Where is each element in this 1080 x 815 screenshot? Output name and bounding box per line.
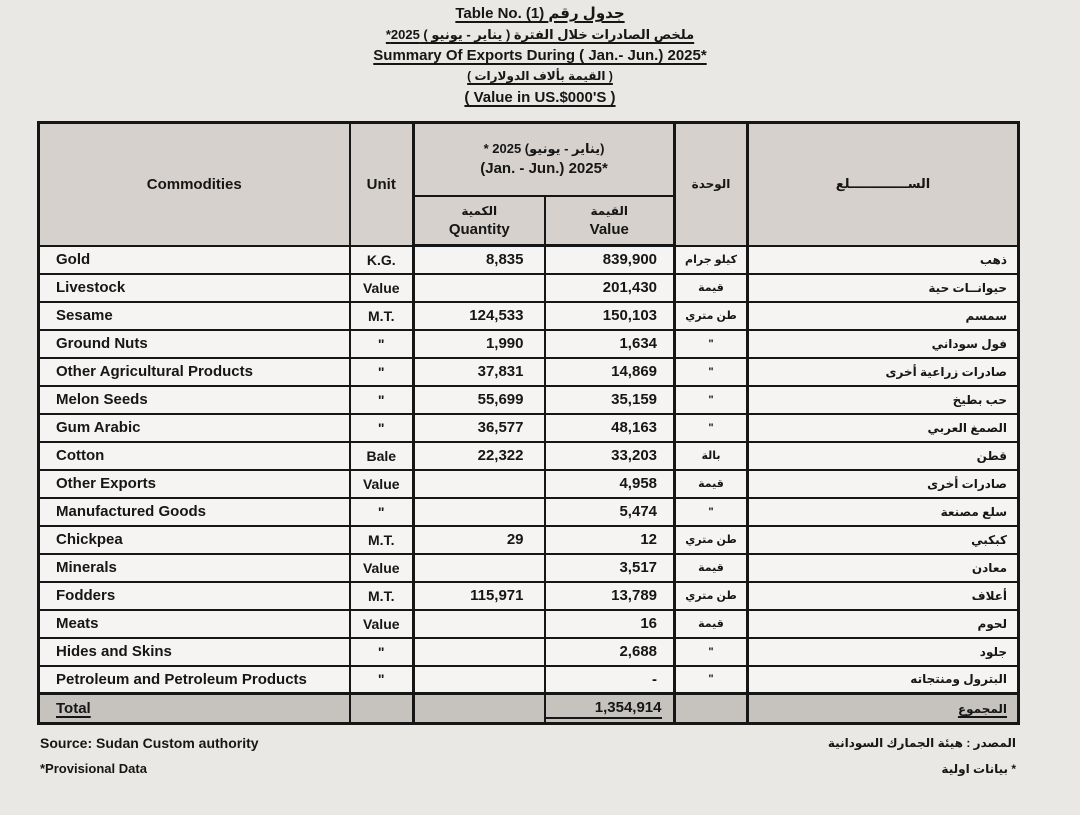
commodity-name-ar: صادرات زراعية أخرى [748, 358, 1019, 386]
unit-value-ar: " [675, 666, 748, 694]
commodity-name-ar: سلع مصنعة [748, 498, 1019, 526]
value-amount: 35,159 [545, 386, 675, 414]
quantity-value: 115,971 [414, 582, 545, 610]
quantity-value: 1,990 [414, 330, 545, 358]
period-header [414, 123, 675, 196]
commodities-header-en: Commodities [39, 123, 350, 246]
total-unit-ar-cell [675, 694, 748, 724]
value-unit-note-ar: ( القيمة بألاف الدولارات ) [467, 69, 613, 83]
unit-value-ar: " [675, 358, 748, 386]
footer-arabic [828, 730, 1016, 782]
exports-table [37, 121, 1020, 725]
value-amount: 16 [545, 610, 675, 638]
value-amount: 2,688 [545, 638, 675, 666]
commodity-name-ar: حيوانــات حية [748, 274, 1019, 302]
table-row [39, 470, 1019, 498]
total-label-ar: المجموع [748, 694, 1019, 724]
unit-value-ar: طن متري [675, 302, 748, 330]
total-quantity-cell [414, 694, 545, 724]
provisional-note-ar: * بيانات اولية [941, 762, 1016, 776]
period-header-ar: (يناير - يونيو) 2025 * [483, 141, 605, 157]
value-amount: 13,789 [545, 582, 675, 610]
table-row [39, 526, 1019, 554]
value-amount: 48,163 [545, 414, 675, 442]
quantity-value [414, 470, 545, 498]
table-row [39, 246, 1019, 274]
commodity-name-ar: سمسم [748, 302, 1019, 330]
unit-value-en: " [350, 358, 414, 386]
period-header-en: (Jan. - Jun.) 2025* [480, 160, 608, 178]
commodity-name-en: Chickpea [39, 526, 350, 554]
commodity-name-en: Minerals [39, 554, 350, 582]
unit-value-en: M.T. [350, 582, 414, 610]
commodity-name-en: Other Exports [39, 470, 350, 498]
unit-value-ar: طن متري [675, 582, 748, 610]
quantity-header-ar: الكمية [461, 203, 498, 218]
quantity-value [414, 638, 545, 666]
unit-value-en: " [350, 666, 414, 694]
table-row [39, 498, 1019, 526]
footer [0, 725, 1080, 782]
commodity-name-en: Gum Arabic [39, 414, 350, 442]
commodity-name-en: Petroleum and Petroleum Products [39, 666, 350, 694]
unit-value-en: Value [350, 470, 414, 498]
value-amount: 33,203 [545, 442, 675, 470]
commodity-name-en: Gold [39, 246, 350, 274]
table-row [39, 442, 1019, 470]
commodity-name-ar: أعلاف [748, 582, 1019, 610]
provisional-note-en: *Provisional Data [40, 761, 147, 776]
commodity-name-en: Fodders [39, 582, 350, 610]
commodity-name-ar: كبكبي [748, 526, 1019, 554]
commodity-name-ar: الصمغ العربي [748, 414, 1019, 442]
table-row [39, 610, 1019, 638]
unit-value-en: " [350, 414, 414, 442]
value-header-en: Value [589, 220, 629, 238]
summary-title-en: Summary Of Exports During ( Jan.- Jun.) 2025* [373, 47, 707, 64]
unit-value-ar: قيمة [675, 470, 748, 498]
unit-value-en: Value [350, 274, 414, 302]
table-row [39, 554, 1019, 582]
quantity-value [414, 554, 545, 582]
commodity-name-ar: البترول ومنتجاته [748, 666, 1019, 694]
quantity-value: 36,577 [414, 414, 545, 442]
total-row [39, 694, 1019, 724]
unit-value-en: " [350, 386, 414, 414]
commodity-name-ar: ذهب [748, 246, 1019, 274]
quantity-value [414, 610, 545, 638]
unit-value-ar: قيمة [675, 610, 748, 638]
unit-value-ar: كيلو جرام [675, 246, 748, 274]
commodity-name-en: Meats [39, 610, 350, 638]
commodity-name-en: Other Agricultural Products [39, 358, 350, 386]
commodity-name-ar: حب بطيخ [748, 386, 1019, 414]
table-body [39, 246, 1019, 694]
quantity-value [414, 666, 545, 694]
unit-header-en: Unit [350, 123, 414, 246]
footer-english [40, 730, 259, 782]
commodity-name-ar: فول سوداني [748, 330, 1019, 358]
unit-value-ar: بالة [675, 442, 748, 470]
commodity-name-en: Cotton [39, 442, 350, 470]
unit-value-ar: قيمة [675, 554, 748, 582]
commodity-name-en: Ground Nuts [39, 330, 350, 358]
table-header [39, 123, 1019, 246]
table-number-title: Table No. (1) جدول رقم [455, 5, 625, 22]
unit-value-en: " [350, 498, 414, 526]
value-amount: - [545, 666, 675, 694]
commodity-name-ar: لحوم [748, 610, 1019, 638]
total-value-cell: 1,354,914 [545, 694, 675, 724]
value-amount: 5,474 [545, 498, 675, 526]
commodity-name-ar: صادرات أخرى [748, 470, 1019, 498]
table-row [39, 638, 1019, 666]
commodity-name-en: Livestock [39, 274, 350, 302]
header-row-1 [39, 123, 1019, 196]
unit-value-en: " [350, 330, 414, 358]
table-row [39, 358, 1019, 386]
unit-value-ar: " [675, 414, 748, 442]
table-row [39, 274, 1019, 302]
quantity-value: 29 [414, 526, 545, 554]
commodities-header-ar: الســـــــــــــلع [748, 123, 1019, 246]
total-unit-cell [350, 694, 414, 724]
source-note-ar: المصدر : هيئة الجمارك السودانية [827, 736, 1016, 750]
table-row [39, 330, 1019, 358]
quantity-value: 8,835 [414, 246, 545, 274]
unit-value-ar: " [675, 386, 748, 414]
commodity-name-en: Sesame [39, 302, 350, 330]
quantity-header [414, 196, 545, 246]
value-header-ar: القيمة [590, 203, 628, 218]
unit-value-ar: " [675, 330, 748, 358]
title-block [0, 0, 1080, 108]
unit-value-en: Value [350, 610, 414, 638]
table-row [39, 666, 1019, 694]
value-amount: 150,103 [545, 302, 675, 330]
quantity-header-en: Quantity [448, 220, 510, 238]
unit-value-en: M.T. [350, 302, 414, 330]
commodity-name-en: Manufactured Goods [39, 498, 350, 526]
total-label-en: Total [39, 694, 350, 724]
quantity-value [414, 274, 545, 302]
commodity-name-ar: جلود [748, 638, 1019, 666]
commodity-name-ar: قطن [748, 442, 1019, 470]
unit-value-ar: " [675, 638, 748, 666]
value-header [545, 196, 675, 246]
quantity-value: 37,831 [414, 358, 545, 386]
table-row [39, 386, 1019, 414]
unit-value-ar: " [675, 498, 748, 526]
unit-value-ar: طن متري [675, 526, 748, 554]
table-row [39, 582, 1019, 610]
value-amount: 839,900 [545, 246, 675, 274]
value-amount: 1,634 [545, 330, 675, 358]
quantity-value: 124,533 [414, 302, 545, 330]
unit-value-en: " [350, 638, 414, 666]
table-row [39, 302, 1019, 330]
unit-header-ar: الوحدة [675, 123, 748, 246]
value-amount: 4,958 [545, 470, 675, 498]
summary-title-ar: ملخص الصادرات خلال الفترة ( يناير - يونيو ) 2025* [385, 27, 695, 42]
unit-value-en: Value [350, 554, 414, 582]
value-amount: 201,430 [545, 274, 675, 302]
value-amount: 12 [545, 526, 675, 554]
commodity-name-ar: معادن [748, 554, 1019, 582]
unit-value-en: M.T. [350, 526, 414, 554]
commodity-name-en: Melon Seeds [39, 386, 350, 414]
value-amount: 3,517 [545, 554, 675, 582]
unit-value-ar: قيمة [675, 274, 748, 302]
unit-value-en: K.G. [350, 246, 414, 274]
quantity-value: 55,699 [414, 386, 545, 414]
quantity-value [414, 498, 545, 526]
value-unit-note-en: ( Value in US.$000'S ) [464, 89, 616, 106]
unit-value-en: Bale [350, 442, 414, 470]
table-row [39, 414, 1019, 442]
source-note-en: Source: Sudan Custom authority [40, 735, 259, 751]
quantity-value: 22,322 [414, 442, 545, 470]
commodity-name-en: Hides and Skins [39, 638, 350, 666]
total-row-body [39, 694, 1019, 724]
value-amount: 14,869 [545, 358, 675, 386]
